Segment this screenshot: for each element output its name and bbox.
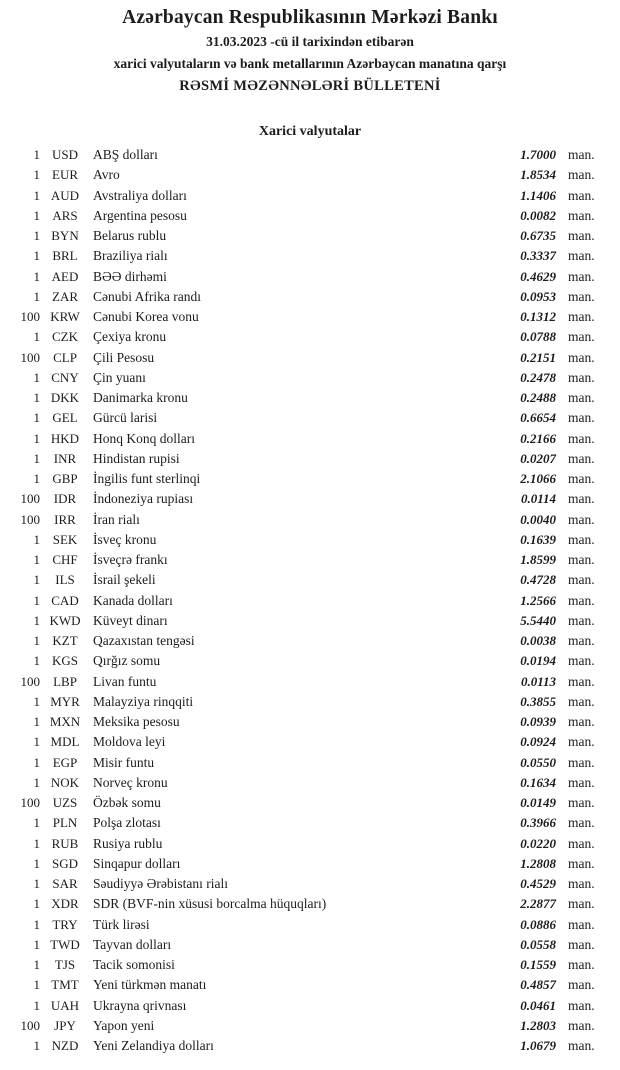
unit-label-cell: man. — [568, 815, 595, 831]
unit-label-cell: man. — [568, 835, 595, 851]
currency-code-cell: CHF — [52, 552, 78, 567]
quantity-cell: 1 — [33, 714, 40, 729]
table-row — [0, 368, 620, 388]
currency-name-cell: Cənubi Korea vonu — [93, 309, 199, 324]
currency-code-cell: GEL — [52, 410, 78, 426]
table-row — [0, 307, 620, 327]
table-row — [0, 773, 620, 793]
rate-value-cell: 0.0220 — [520, 835, 556, 851]
table-row — [0, 408, 620, 428]
table-row — [0, 530, 620, 550]
table-row — [0, 449, 620, 469]
rate-value-cell: 0.0194 — [520, 653, 556, 669]
currency-name-cell: Yeni Zelandiya dolları — [93, 1038, 214, 1053]
rate-value-cell: 0.0040 — [520, 511, 556, 527]
unit-label-cell: man. — [568, 957, 595, 972]
rate-value-cell: 0.0207 — [520, 450, 556, 466]
currency-code-cell: KGS — [51, 653, 78, 669]
table-row — [0, 591, 620, 611]
rate-value-cell: 0.3337 — [520, 248, 556, 264]
currency-code-cell: TMT — [51, 977, 79, 993]
rate-value-cell: 1.8599 — [520, 552, 556, 567]
unit-label-cell: man. — [568, 754, 595, 770]
currency-code-cell: BYN — [51, 228, 79, 243]
currency-name-cell: Kanada dolları — [93, 592, 173, 608]
table-row — [0, 246, 620, 266]
quantity-cell: 1 — [33, 896, 40, 912]
currency-code-cell: IRR — [54, 511, 76, 527]
quantity-cell: 1 — [33, 167, 40, 183]
unit-label-cell: man. — [568, 471, 595, 486]
currency-code-cell: TJS — [54, 957, 76, 972]
rate-value-cell: 0.6654 — [520, 410, 556, 426]
rate-value-cell: 0.0886 — [520, 916, 556, 932]
currency-code-cell: KZT — [52, 633, 78, 648]
currency-code-cell: CNY — [51, 369, 79, 385]
unit-label-cell: man. — [568, 997, 595, 1013]
quantity-cell: 100 — [20, 491, 40, 507]
table-row — [0, 894, 620, 914]
quantity-cell: 100 — [20, 1017, 40, 1033]
currency-code-cell: IDR — [53, 491, 77, 507]
table-row — [0, 996, 620, 1016]
quantity-cell: 100 — [20, 511, 40, 527]
currency-name-cell: İsveç kronu — [93, 531, 157, 547]
table-row — [0, 348, 620, 368]
currency-name-cell: İsveçrə frankı — [93, 552, 168, 567]
currency-code-cell: TRY — [52, 916, 78, 932]
quantity-cell: 1 — [33, 329, 40, 345]
currency-code-cell: DKK — [50, 390, 80, 405]
rate-value-cell: 0.0082 — [520, 207, 556, 223]
currency-name-cell: Livan funtu — [93, 673, 157, 689]
table-row — [0, 469, 620, 489]
unit-label-cell: man. — [568, 309, 595, 324]
unit-label-cell: man. — [568, 207, 595, 223]
unit-label-cell: man. — [568, 248, 595, 264]
rate-value-cell: 0.0149 — [520, 795, 556, 810]
quantity-cell: 1 — [33, 612, 40, 628]
rate-value-cell: 0.0113 — [520, 673, 556, 689]
bank-title: Azərbaycan Respublikasının Mərkəzi Bankı — [122, 7, 498, 28]
table-row — [0, 429, 620, 449]
table-row — [0, 570, 620, 590]
rate-value-cell: 0.2488 — [520, 390, 556, 405]
rate-value-cell: 0.2151 — [520, 349, 556, 365]
quantity-cell: 100 — [20, 673, 40, 689]
table-row — [0, 1036, 620, 1056]
bulletin-title: RƏSMİ MƏZƏNNƏLƏRİ BÜLLETENİ — [179, 78, 441, 94]
unit-label-cell: man. — [568, 552, 595, 567]
table-row — [0, 672, 620, 692]
rate-value-cell: 0.4629 — [520, 268, 556, 284]
currency-name-cell: İran rialı — [93, 511, 140, 527]
currency-name-cell: Malayziya rinqqiti — [93, 693, 194, 709]
quantity-cell: 1 — [33, 835, 40, 851]
quantity-cell: 1 — [33, 936, 40, 952]
table-row — [0, 854, 620, 874]
currency-code-cell: EUR — [52, 167, 78, 183]
currency-name-cell: Moldova leyi — [93, 734, 166, 750]
currency-name-cell: Ukrayna qrivnası — [93, 997, 187, 1013]
currency-name-cell: Qazaxıstan tengəsi — [93, 633, 195, 648]
rate-value-cell: 0.4728 — [520, 572, 556, 588]
table-row — [0, 510, 620, 530]
quantity-cell: 1 — [33, 147, 40, 162]
currency-code-cell: RUB — [51, 835, 79, 851]
unit-label-cell: man. — [568, 268, 595, 284]
rate-value-cell: 5.5440 — [520, 612, 556, 628]
currency-code-cell: UAH — [50, 997, 80, 1013]
currency-code-cell: EGP — [52, 754, 78, 770]
currency-name-cell: Tacik somonisi — [93, 957, 175, 972]
quantity-cell: 1 — [33, 876, 40, 891]
currency-name-cell: Argentina pesosu — [93, 207, 187, 223]
rate-value-cell: 1.2808 — [520, 855, 556, 871]
currency-code-cell: NOK — [50, 774, 80, 790]
quantity-cell: 100 — [20, 795, 40, 810]
currency-name-cell: Çexiya kronu — [93, 329, 167, 345]
rate-value-cell: 0.1559 — [520, 957, 556, 972]
currency-name-cell: İngilis funt sterlinqi — [93, 471, 201, 486]
currency-code-cell: ZAR — [52, 288, 78, 304]
unit-label-cell: man. — [568, 653, 595, 669]
unit-label-cell: man. — [568, 572, 595, 588]
table-row — [0, 753, 620, 773]
unit-label-cell: man. — [568, 936, 595, 952]
unit-label-cell: man. — [568, 228, 595, 243]
currency-name-cell: İsrail şekeli — [93, 572, 156, 588]
rate-value-cell: 0.1634 — [520, 774, 556, 790]
rate-value-cell: 2.1066 — [520, 471, 556, 486]
table-row — [0, 651, 620, 671]
currency-code-cell: UZS — [52, 795, 78, 810]
table-row — [0, 165, 620, 185]
rate-value-cell: 0.0114 — [520, 491, 556, 507]
currency-code-cell: SEK — [52, 531, 78, 547]
currency-name-cell: Meksika pesosu — [93, 714, 180, 729]
currency-name-cell: Gürcü larisi — [93, 410, 158, 426]
quantity-cell: 1 — [33, 754, 40, 770]
table-row — [0, 1016, 620, 1036]
currency-name-cell: Hindistan rupisi — [93, 450, 180, 466]
unit-label-cell: man. — [568, 329, 595, 345]
quantity-cell: 1 — [33, 268, 40, 284]
rate-value-cell: 0.2166 — [520, 430, 556, 446]
unit-label-cell: man. — [568, 612, 595, 628]
table-row — [0, 186, 620, 206]
rate-value-cell: 1.8534 — [520, 167, 556, 183]
unit-label-cell: man. — [568, 633, 595, 648]
unit-label-cell: man. — [568, 167, 595, 183]
currency-code-cell: HKD — [50, 430, 80, 446]
unit-label-cell: man. — [568, 390, 595, 405]
unit-label-cell: man. — [568, 1017, 595, 1033]
quantity-cell: 1 — [33, 957, 40, 972]
unit-label-cell: man. — [568, 592, 595, 608]
currency-code-cell: NZD — [51, 1038, 79, 1053]
currency-name-cell: Avro — [93, 167, 120, 183]
currency-name-cell: İndoneziya rupiası — [93, 491, 194, 507]
currency-code-cell: TWD — [50, 936, 80, 952]
currency-name-cell: Küveyt dinarı — [93, 612, 168, 628]
quantity-cell: 1 — [33, 390, 40, 405]
rate-value-cell: 0.3966 — [520, 815, 556, 831]
currency-name-cell: Braziliya rialı — [93, 248, 168, 264]
rate-value-cell: 0.0461 — [520, 997, 556, 1013]
currency-code-cell: ILS — [55, 572, 75, 588]
currency-name-cell: BƏƏ dirhəmi — [93, 268, 167, 284]
unit-label-cell: man. — [568, 714, 595, 729]
currency-code-cell: ARS — [52, 207, 78, 223]
quantity-cell: 1 — [33, 369, 40, 385]
table-row — [0, 388, 620, 408]
quantity-cell: 1 — [33, 187, 40, 203]
table-row — [0, 935, 620, 955]
unit-label-cell: man. — [568, 349, 595, 365]
unit-label-cell: man. — [568, 673, 595, 689]
currency-code-cell: SGD — [51, 855, 78, 871]
quantity-cell: 1 — [33, 248, 40, 264]
unit-label-cell: man. — [568, 147, 595, 162]
table-row — [0, 327, 620, 347]
rate-value-cell: 0.0558 — [520, 936, 556, 952]
unit-label-cell: man. — [568, 369, 595, 385]
rate-value-cell: 1.7000 — [520, 147, 556, 162]
rate-value-cell: 0.0953 — [520, 288, 556, 304]
effective-date-line: 31.03.2023 -cü il tarixindən etibarən — [206, 34, 414, 49]
currency-code-cell: AUD — [50, 187, 80, 203]
rate-value-cell: 0.1312 — [520, 309, 556, 324]
table-row — [0, 915, 620, 935]
table-row — [0, 955, 620, 975]
quantity-cell: 1 — [33, 977, 40, 993]
table-row — [0, 206, 620, 226]
currency-code-cell: USD — [51, 147, 78, 162]
rate-value-cell: 1.2566 — [520, 592, 556, 608]
unit-label-cell: man. — [568, 430, 595, 446]
unit-label-cell: man. — [568, 916, 595, 932]
currency-code-cell: PLN — [52, 815, 78, 831]
quantity-cell: 1 — [33, 471, 40, 486]
currency-name-cell: Honq Konq dolları — [93, 430, 195, 446]
currency-code-cell: BRL — [52, 248, 78, 264]
unit-label-cell: man. — [568, 896, 595, 912]
currency-name-cell: SDR (BVF-nin xüsusi borcalma hüquqları) — [93, 896, 327, 912]
rate-value-cell: 0.3855 — [520, 693, 556, 709]
bulletin-header — [0, 7, 620, 95]
table-row — [0, 712, 620, 732]
currency-code-cell: XDR — [51, 896, 79, 912]
table-row — [0, 692, 620, 712]
table-row — [0, 550, 620, 570]
quantity-cell: 1 — [33, 633, 40, 648]
rate-value-cell: 1.2803 — [520, 1017, 556, 1033]
currency-name-cell: Norveç kronu — [93, 774, 168, 790]
currency-name-cell: Çili Pesosu — [93, 349, 155, 365]
currency-name-cell: ABŞ dolları — [93, 147, 158, 162]
quantity-cell: 1 — [33, 997, 40, 1013]
quantity-cell: 1 — [33, 572, 40, 588]
rate-value-cell: 0.1639 — [520, 531, 556, 547]
quantity-cell: 1 — [33, 734, 40, 750]
unit-label-cell: man. — [568, 491, 595, 507]
currency-code-cell: AED — [51, 268, 79, 284]
table-row — [0, 975, 620, 995]
quantity-cell: 1 — [33, 855, 40, 871]
unit-label-cell: man. — [568, 774, 595, 790]
rate-value-cell: 1.0679 — [520, 1038, 556, 1053]
rate-value-cell: 0.0939 — [520, 714, 556, 729]
unit-label-cell: man. — [568, 795, 595, 810]
quantity-cell: 1 — [33, 815, 40, 831]
currency-code-cell: JPY — [54, 1017, 76, 1033]
currency-name-cell: Yeni türkmən manatı — [93, 977, 207, 993]
currency-code-cell: MDL — [50, 734, 80, 750]
currency-code-cell: KRW — [50, 309, 80, 324]
quantity-cell: 1 — [33, 552, 40, 567]
currency-code-cell: GBP — [52, 471, 78, 486]
table-row — [0, 226, 620, 246]
quantity-cell: 1 — [33, 288, 40, 304]
rate-value-cell: 0.0788 — [520, 329, 556, 345]
unit-label-cell: man. — [568, 410, 595, 426]
quantity-cell: 1 — [33, 774, 40, 790]
unit-label-cell: man. — [568, 531, 595, 547]
currency-name-cell: Cənubi Afrika randı — [93, 288, 201, 304]
table-row — [0, 489, 620, 509]
unit-label-cell: man. — [568, 734, 595, 750]
table-row — [0, 267, 620, 287]
currency-name-cell: Avstraliya dolları — [93, 187, 187, 203]
rate-value-cell: 1.1406 — [520, 187, 556, 203]
rate-value-cell: 0.6735 — [520, 228, 556, 243]
currency-name-cell: Rusiya rublu — [93, 835, 163, 851]
currency-code-cell: CAD — [51, 592, 79, 608]
exchange-rates-table — [0, 145, 620, 1056]
currency-name-cell: Misir funtu — [93, 754, 155, 770]
unit-label-cell: man. — [568, 450, 595, 466]
table-row — [0, 813, 620, 833]
currency-code-cell: MXN — [49, 714, 81, 729]
currency-name-cell: Tayvan dolları — [93, 936, 172, 952]
currency-name-cell: Çin yuanı — [93, 369, 146, 385]
currency-code-cell: CLP — [53, 349, 77, 365]
unit-label-cell: man. — [568, 187, 595, 203]
currency-name-cell: Qırğız somu — [93, 653, 161, 669]
unit-label-cell: man. — [568, 855, 595, 871]
currency-name-cell: Sinqapur dolları — [93, 855, 181, 871]
rate-value-cell: 0.0550 — [520, 754, 556, 770]
table-row — [0, 145, 620, 165]
table-row — [0, 874, 620, 894]
unit-label-cell: man. — [568, 511, 595, 527]
currency-code-cell: SAR — [52, 876, 78, 891]
quantity-cell: 1 — [33, 653, 40, 669]
rate-value-cell: 0.0038 — [520, 633, 556, 648]
table-row — [0, 611, 620, 631]
quantity-cell: 1 — [33, 693, 40, 709]
unit-label-cell: man. — [568, 876, 595, 891]
unit-label-cell: man. — [568, 693, 595, 709]
currency-name-cell: Səudiyyə Ərəbistanı rialı — [93, 876, 228, 891]
rate-value-cell: 2.2877 — [520, 896, 556, 912]
currency-code-cell: KWD — [49, 612, 81, 628]
table-row — [0, 834, 620, 854]
quantity-cell: 1 — [33, 450, 40, 466]
table-row — [0, 287, 620, 307]
unit-label-cell: man. — [568, 1038, 595, 1053]
table-row — [0, 793, 620, 813]
table-row — [0, 732, 620, 752]
currency-code-cell: LBP — [53, 673, 77, 689]
unit-label-cell: man. — [568, 288, 595, 304]
quantity-cell: 100 — [20, 309, 40, 324]
unit-label-cell: man. — [568, 977, 595, 993]
currency-code-cell: INR — [53, 450, 77, 466]
rate-value-cell: 0.2478 — [520, 369, 556, 385]
currency-name-cell: Özbək somu — [93, 795, 161, 810]
table-row — [0, 631, 620, 651]
currency-name-cell: Yapon yeni — [93, 1017, 155, 1033]
currency-name-cell: Polşa zlotası — [93, 815, 161, 831]
quantity-cell: 1 — [33, 1038, 40, 1053]
currency-name-cell: Danimarka kronu — [93, 390, 188, 405]
quantity-cell: 1 — [33, 531, 40, 547]
quantity-cell: 1 — [33, 228, 40, 243]
currency-name-cell: Belarus rublu — [93, 228, 167, 243]
rate-value-cell: 0.4529 — [520, 876, 556, 891]
quantity-cell: 1 — [33, 430, 40, 446]
currency-name-cell: Türk lirəsi — [93, 916, 150, 932]
section-title-foreign-currencies: Xarici valyutalar — [258, 124, 362, 139]
quantity-cell: 1 — [33, 410, 40, 426]
quantity-cell: 1 — [33, 207, 40, 223]
currency-code-cell: MYR — [50, 693, 80, 709]
currency-code-cell: CZK — [52, 329, 78, 345]
bulletin-subtitle: xarici valyutaların və bank metallarının Azərbaycan manatına qarşı — [113, 56, 507, 71]
rate-value-cell: 0.4857 — [520, 977, 556, 993]
rate-value-cell: 0.0924 — [520, 734, 556, 750]
quantity-cell: 1 — [33, 916, 40, 932]
quantity-cell: 100 — [20, 349, 40, 365]
quantity-cell: 1 — [33, 592, 40, 608]
